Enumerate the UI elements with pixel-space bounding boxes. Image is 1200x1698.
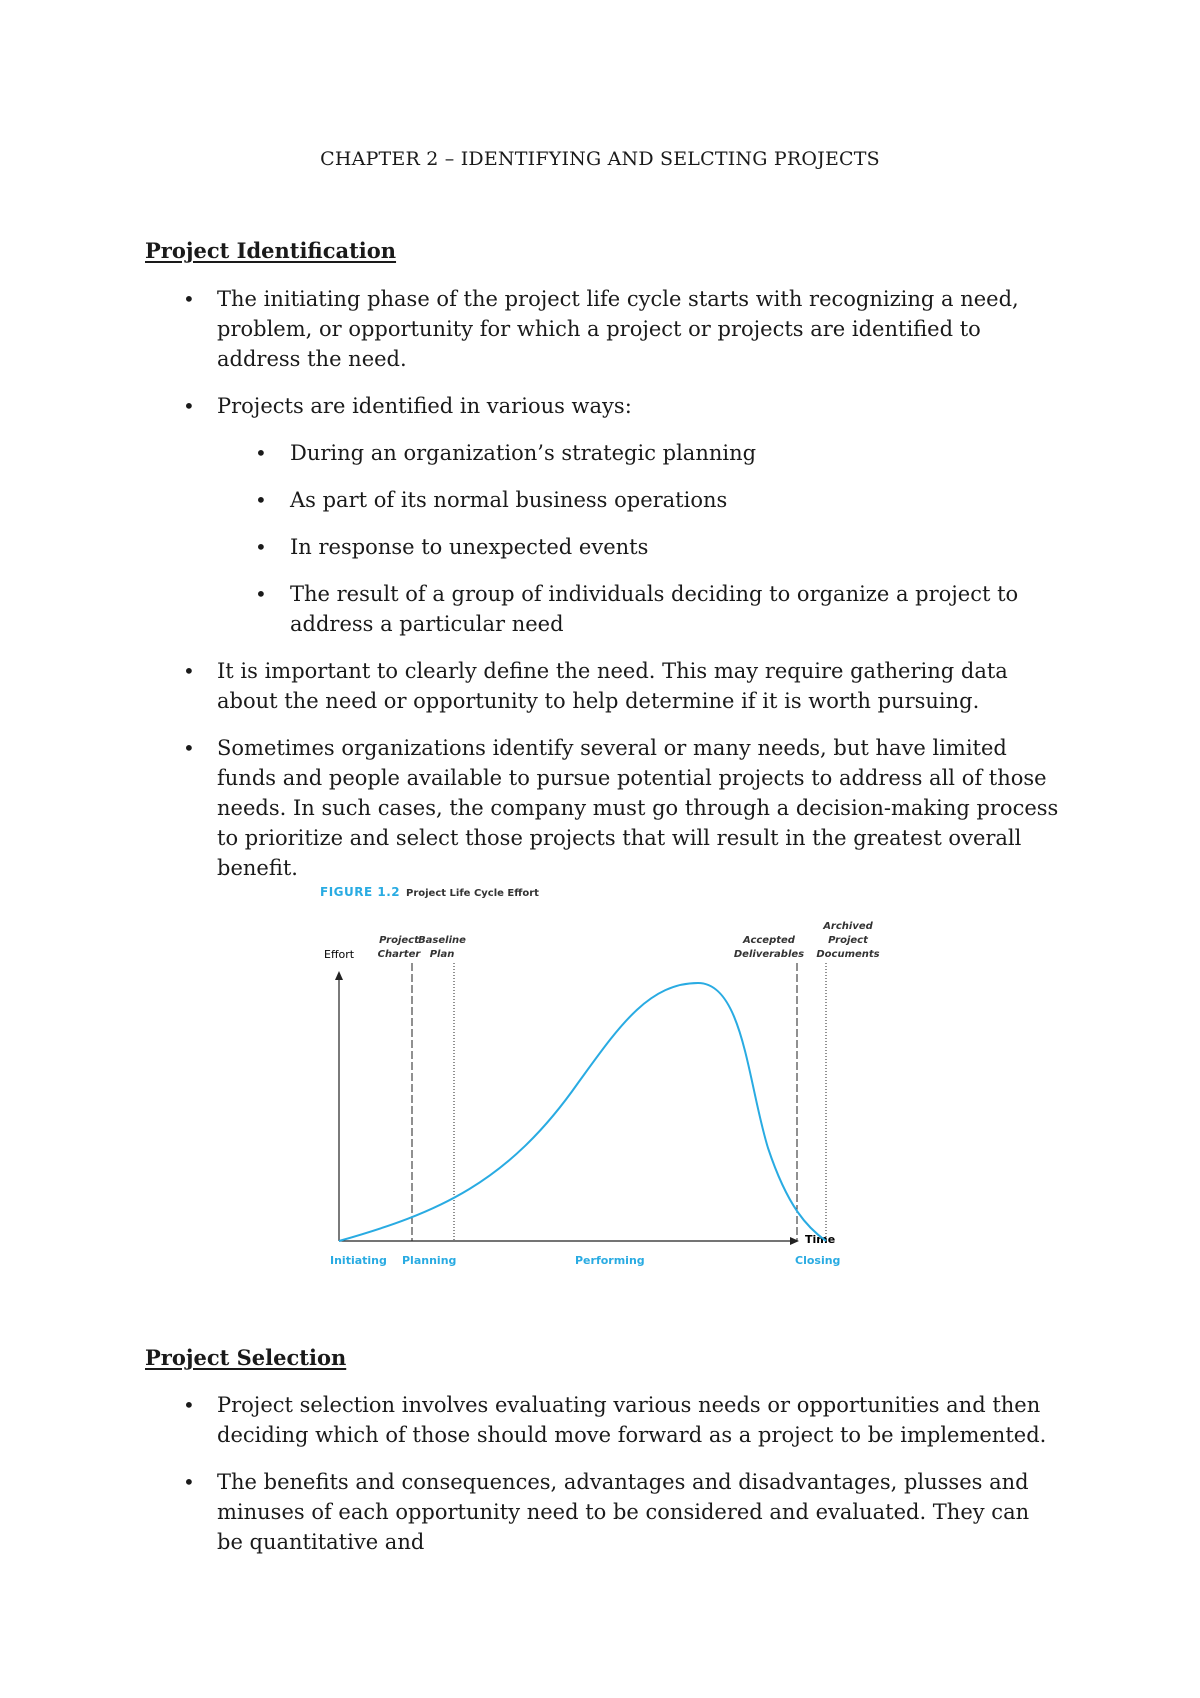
- list-item: [0, 485, 1070, 515]
- list-item-text: Project selection involves evaluating various needs or opportunities and then deciding which of those should move forward as a project to be implemented.: [217, 1393, 1047, 1447]
- chapter-title: CHAPTER 2 – IDENTIFYING AND SELCTING PROJECTS: [320, 148, 880, 170]
- bullet-icon: •: [255, 582, 267, 606]
- life-cycle-chart: [318, 883, 888, 1273]
- list-item-text: Projects are identified in various ways:: [217, 394, 632, 418]
- phase-initiating-label: Initiating: [330, 1254, 387, 1267]
- section-heading-project-identification: Project Identification: [145, 238, 397, 263]
- list-item-text: As part of its normal business operations: [290, 488, 728, 512]
- list-item: [0, 733, 1060, 883]
- milestone-project-charter-line1: Project: [379, 935, 419, 946]
- list-item-text: It is important to clearly define the need. This may require gathering data about the need or opportunity to help determine if it is worth pursuing.: [217, 659, 1008, 713]
- x-axis-label: Time: [805, 1233, 836, 1246]
- bullet-icon: •: [183, 736, 195, 760]
- milestone-accepted-deliverables-line2: Deliverables: [733, 949, 805, 960]
- phase-closing-label: Closing: [795, 1254, 841, 1267]
- project-life-cycle-figure: [318, 883, 888, 1273]
- y-axis-label: Effort: [324, 948, 355, 961]
- section-heading-project-selection: Project Selection: [145, 1345, 347, 1370]
- milestone-baseline-plan-line1: Baseline: [418, 935, 466, 946]
- bullet-icon: •: [183, 287, 195, 311]
- list-item-text: The initiating phase of the project life cycle starts with recognizing a need, problem, or opportunity for which a project or projects are identified to address the need.: [217, 287, 1019, 371]
- list-item: [0, 284, 1060, 374]
- figure-label: FIGURE 1.2: [320, 885, 401, 899]
- figure-caption: Project Life Cycle Effort: [406, 888, 539, 899]
- bullet-icon: •: [183, 394, 195, 418]
- milestone-project-charter-line2: Charter: [377, 949, 421, 960]
- identification-bullet-list: [0, 284, 1200, 883]
- list-item-text: In response to unexpected events: [290, 535, 649, 559]
- milestone-archived-documents-line2: Project: [828, 935, 868, 946]
- y-axis-arrow-icon: [335, 971, 343, 980]
- list-item: [0, 579, 1070, 639]
- list-item: [0, 656, 1060, 716]
- milestone-accepted-deliverables-line1: Accepted: [743, 935, 795, 946]
- bullet-icon: •: [183, 1470, 195, 1494]
- list-item-text: The result of a group of individuals deciding to organize a project to address a particular need: [290, 582, 1019, 636]
- list-item: [0, 438, 1070, 468]
- milestone-baseline-plan-line2: Plan: [429, 949, 455, 960]
- milestone-archived-documents-line1: Archived: [823, 921, 873, 932]
- bullet-icon: •: [255, 535, 267, 559]
- list-item: [0, 391, 1060, 421]
- bullet-icon: •: [183, 659, 195, 683]
- list-item-text: The benefits and consequences, advantages and disadvantages, plusses and minuses of each opportunity need to be considered and evaluated. They can be quantitative and: [217, 1470, 1030, 1554]
- x-axis-arrow-icon: [790, 1237, 799, 1245]
- phase-performing-label: Performing: [575, 1254, 645, 1267]
- bullet-icon: •: [255, 441, 267, 465]
- list-item-text: Sometimes organizations identify several or many needs, but have limited funds and people available to pursue potential projects to address all of those needs. In such cases, the company must go through a decision-making process to prioritize and select those projects that will result in the greatest overall benefit.: [217, 736, 1059, 880]
- selection-bullet-list: [0, 1390, 1200, 1557]
- phase-planning-label: Planning: [402, 1254, 457, 1267]
- bullet-icon: •: [183, 1393, 195, 1417]
- list-item: [0, 532, 1070, 562]
- list-item: [0, 1467, 1060, 1557]
- bullet-icon: •: [255, 488, 267, 512]
- milestone-archived-documents-line3: Documents: [816, 949, 880, 960]
- list-item-text: During an organization’s strategic planning: [290, 441, 757, 465]
- list-item: [0, 1390, 1060, 1450]
